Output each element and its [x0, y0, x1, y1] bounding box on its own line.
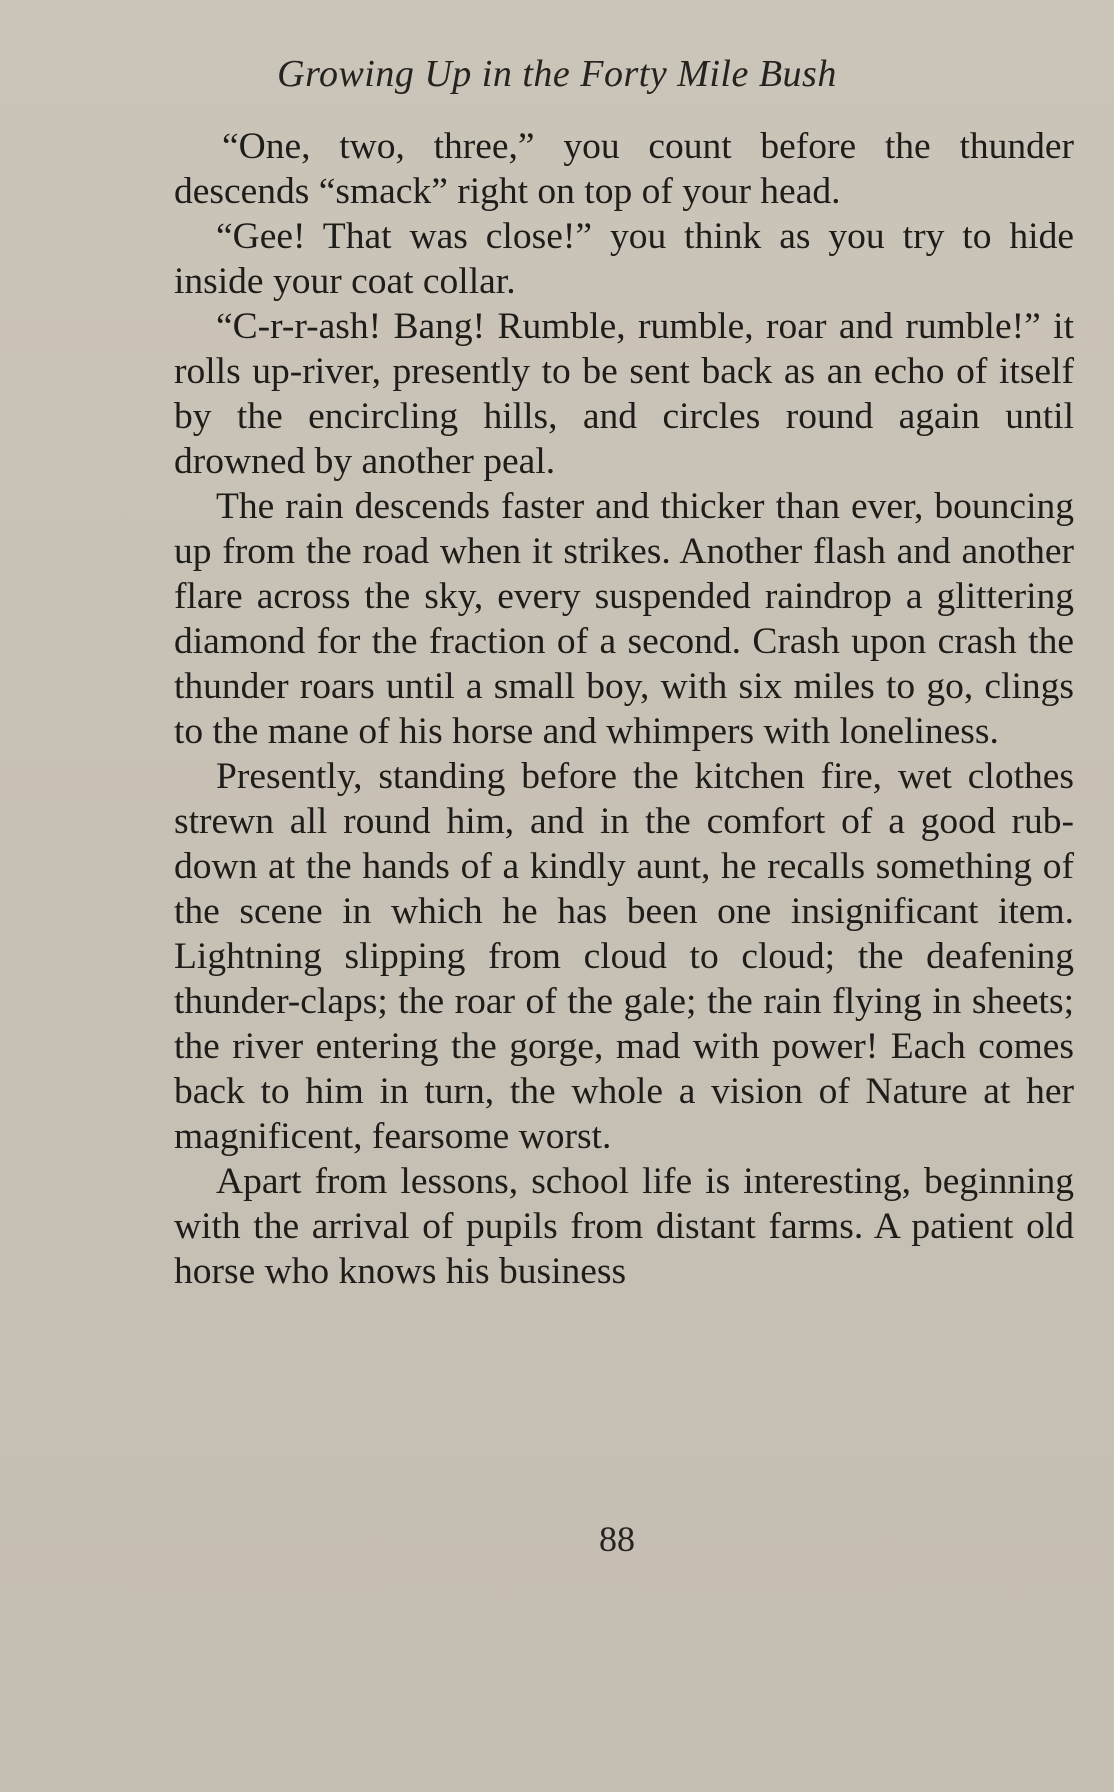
body-text [174, 124, 1074, 1294]
page-number: 88 [599, 1519, 635, 1559]
paragraph-2: “Gee! That was close!” you think as you try to hide inside your coat collar. [174, 216, 1074, 302]
paragraph-4: The rain descends faster and thicker than ever, bouncing up from the road when it strikes. Another flash and another flare across the sky, every suspended raindrop a glittering diamond for the fraction of a second. Crash upon crash the thunder roars until a small boy, with six miles to go, clings to the mane of his horse and whimpers with loneliness. [174, 486, 1074, 752]
paragraph-5: Presently, standing before the kitchen fire, wet clothes strewn all round him, and in the comfort of a good rub-down at the hands of a kindly aunt, he recalls something of the scene in which he has been one insignificant item. Lightning slipping from cloud to cloud; the deafening thunder-claps; the roar of the gale; the rain flying in sheets; the river entering the gorge, mad with power! Each comes back to him in turn, the whole a vision of Nature at her magnificent, fearsome worst. [174, 756, 1074, 1157]
paragraph-3: “C-r-r-ash! Bang! Rumble, rumble, roar and rumble!” it rolls up-river, presently to be sent back as an echo of itself by the encircling hills, and circles round again until drowned by another peal. [174, 306, 1074, 482]
paragraph-1: “One, two, three,” you count before the thunder descends “smack” right on top of your head. [174, 126, 1074, 212]
paragraph-6: Apart from lessons, school life is interesting, beginning with the arrival of pupils from distant farms. A patient old horse who knows his business [174, 1161, 1074, 1292]
running-head: Growing Up in the Forty Mile Bush [277, 53, 837, 95]
